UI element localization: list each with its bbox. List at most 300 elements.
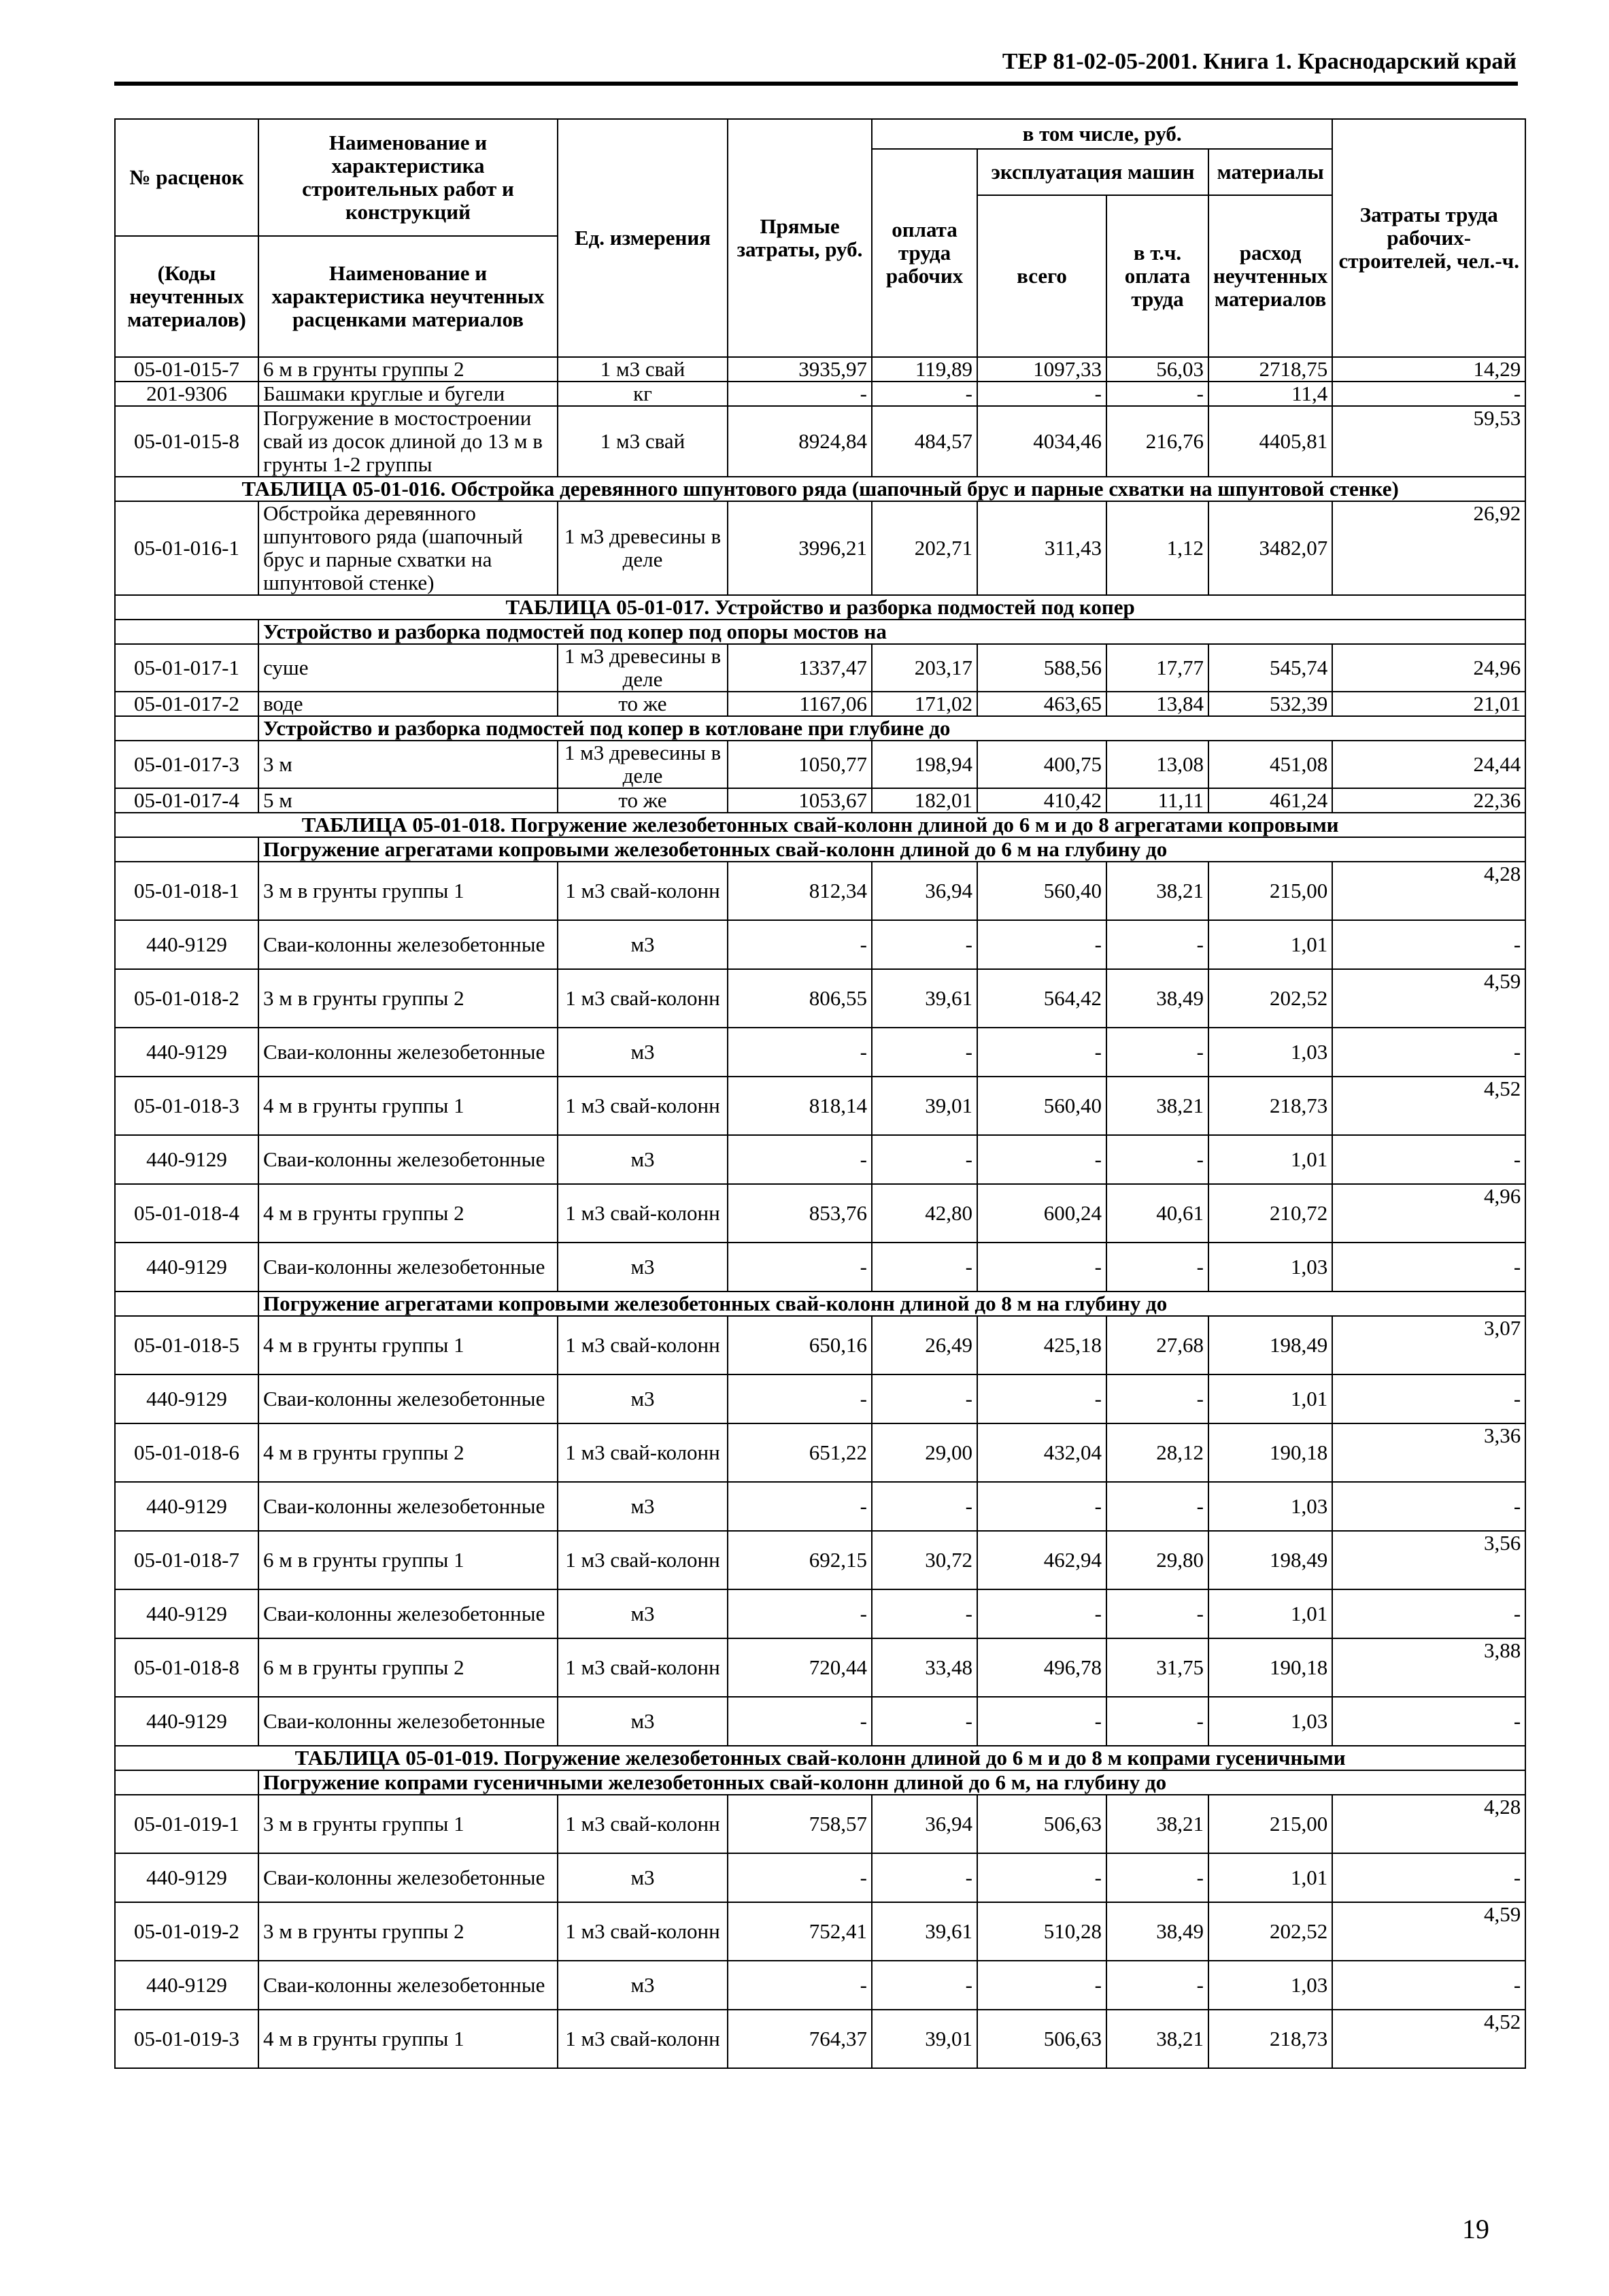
- table-row: [115, 1135, 1525, 1184]
- table-section-title: ТАБЛИЦА 05-01-018. Погружение железобетонных свай-колонн длиной до 6 м и до 8 агрегатами копровыми: [115, 813, 1525, 837]
- rate-code: 05-01-016-1: [115, 501, 258, 595]
- machines-total: -: [977, 1961, 1106, 2010]
- work-name: суше: [258, 644, 558, 692]
- table-row: [115, 788, 1525, 813]
- direct-cost: 650,16: [728, 1316, 872, 1374]
- rates-table: [114, 118, 1526, 2069]
- direct-cost: -: [728, 920, 872, 969]
- direct-cost: -: [728, 1374, 872, 1423]
- labor-pay: -: [872, 382, 977, 406]
- machines-labor-pay: 31,75: [1106, 1638, 1208, 1697]
- labor-pay: -: [872, 1697, 977, 1746]
- machines-labor-pay: -: [1106, 1243, 1208, 1292]
- empty-cell: [115, 1770, 258, 1795]
- labor-pay: -: [872, 1135, 977, 1184]
- machines-labor-pay: -: [1106, 1589, 1208, 1638]
- labor-hours: -: [1332, 1135, 1525, 1184]
- materials: 218,73: [1208, 2010, 1332, 2068]
- materials: 3482,07: [1208, 501, 1332, 595]
- work-name: Сваи-колонны железобетонные: [258, 1589, 558, 1638]
- rate-code: 440-9129: [115, 1243, 258, 1292]
- materials: 1,03: [1208, 1961, 1332, 2010]
- work-name: 3 м в грунты группы 2: [258, 969, 558, 1028]
- unit: м3: [558, 1482, 728, 1531]
- col-labor-pay-header: оплата труда рабочих: [872, 149, 977, 357]
- table-row: [115, 692, 1525, 716]
- machines-total: -: [977, 1374, 1106, 1423]
- unit: 1 м3 древесины в деле: [558, 501, 728, 595]
- direct-cost: -: [728, 1697, 872, 1746]
- labor-hours: 21,01: [1332, 692, 1525, 716]
- labor-pay: 29,00: [872, 1423, 977, 1482]
- table-row: [115, 1423, 1525, 1482]
- machines-labor-pay: 17,77: [1106, 644, 1208, 692]
- subheading-text: Погружение копрами гусеничными железобетонных свай-колонн длиной до 6 м, на глубину до: [258, 1770, 1525, 1795]
- col-machines-total-header: всего: [977, 195, 1106, 357]
- direct-cost: 3935,97: [728, 357, 872, 382]
- rate-code: 05-01-019-3: [115, 2010, 258, 2068]
- work-name: Обстройка деревянного шпунтового ряда (шапочный брус и парные схватки на шпунтовой стенке): [258, 501, 558, 595]
- unit: м3: [558, 1028, 728, 1077]
- col-unit-header: Ед. измерения: [558, 119, 728, 357]
- table-section-row: [115, 477, 1525, 501]
- table-row: [115, 862, 1525, 920]
- rate-code: 05-01-018-3: [115, 1077, 258, 1135]
- unit: 1 м3 древесины в деле: [558, 644, 728, 692]
- machines-total: 4034,46: [977, 406, 1106, 477]
- unit: то же: [558, 692, 728, 716]
- labor-pay: -: [872, 1853, 977, 1902]
- col-direct-header: Прямые затраты, руб.: [728, 119, 872, 357]
- labor-hours: 14,29: [1332, 357, 1525, 382]
- unit: м3: [558, 1697, 728, 1746]
- rate-code: 440-9129: [115, 1028, 258, 1077]
- direct-cost: 8924,84: [728, 406, 872, 477]
- work-name: Сваи-колонны железобетонные: [258, 1374, 558, 1423]
- work-name: 3 м в грунты группы 1: [258, 1795, 558, 1853]
- machines-total: 410,42: [977, 788, 1106, 813]
- labor-hours: 4,52: [1332, 2010, 1525, 2068]
- unit: 1 м3 свай: [558, 357, 728, 382]
- rate-code: 05-01-015-8: [115, 406, 258, 477]
- table-subheading-row: [115, 1770, 1525, 1795]
- materials: 198,49: [1208, 1531, 1332, 1589]
- direct-cost: 818,14: [728, 1077, 872, 1135]
- col-materials-header: материалы: [1208, 149, 1332, 195]
- materials: 2718,75: [1208, 357, 1332, 382]
- labor-hours: -: [1332, 1697, 1525, 1746]
- machines-labor-pay: 28,12: [1106, 1423, 1208, 1482]
- col-name-header: Наименование и характеристика строительных работ и конструкций: [258, 119, 558, 236]
- subheading-text: Устройство и разборка подмостей под копер в котловане при глубине до: [258, 716, 1525, 741]
- work-name: 6 м в грунты группы 2: [258, 357, 558, 382]
- labor-pay: -: [872, 1243, 977, 1292]
- work-name: 5 м: [258, 788, 558, 813]
- work-name: 3 м: [258, 741, 558, 788]
- work-name: 4 м в грунты группы 1: [258, 1316, 558, 1374]
- labor-hours: 59,53: [1332, 406, 1525, 477]
- rate-code: 440-9129: [115, 1961, 258, 2010]
- direct-cost: 651,22: [728, 1423, 872, 1482]
- rate-code: 05-01-018-7: [115, 1531, 258, 1589]
- table-subheading-row: [115, 1292, 1525, 1316]
- table-row: [115, 1243, 1525, 1292]
- direct-cost: 1053,67: [728, 788, 872, 813]
- table-subheading-row: [115, 620, 1525, 644]
- work-name: Сваи-колонны железобетонные: [258, 1853, 558, 1902]
- labor-pay: 171,02: [872, 692, 977, 716]
- direct-cost: -: [728, 1135, 872, 1184]
- unit: 1 м3 свай-колонн: [558, 1531, 728, 1589]
- rate-code: 05-01-017-3: [115, 741, 258, 788]
- labor-hours: 4,59: [1332, 969, 1525, 1028]
- machines-total: 510,28: [977, 1902, 1106, 1961]
- table-row: [115, 1531, 1525, 1589]
- work-name: 3 м в грунты группы 2: [258, 1902, 558, 1961]
- labor-hours: -: [1332, 1028, 1525, 1077]
- rate-code: 05-01-018-2: [115, 969, 258, 1028]
- table-section-row: [115, 1746, 1525, 1770]
- rate-code: 440-9129: [115, 1482, 258, 1531]
- work-name: 4 м в грунты группы 2: [258, 1184, 558, 1243]
- materials: 215,00: [1208, 862, 1332, 920]
- table-row: [115, 1184, 1525, 1243]
- machines-labor-pay: 38,21: [1106, 1077, 1208, 1135]
- rate-code: 440-9129: [115, 1135, 258, 1184]
- labor-hours: 4,28: [1332, 862, 1525, 920]
- table-row: [115, 1374, 1525, 1423]
- unit: м3: [558, 920, 728, 969]
- machines-total: 425,18: [977, 1316, 1106, 1374]
- machines-total: 560,40: [977, 862, 1106, 920]
- table-subheading-row: [115, 837, 1525, 862]
- direct-cost: 812,34: [728, 862, 872, 920]
- machines-labor-pay: 29,80: [1106, 1531, 1208, 1589]
- rate-code: 05-01-018-6: [115, 1423, 258, 1482]
- table-row: [115, 382, 1525, 406]
- direct-cost: 752,41: [728, 1902, 872, 1961]
- labor-pay: -: [872, 1589, 977, 1638]
- table-row: [115, 1077, 1525, 1135]
- machines-total: -: [977, 1243, 1106, 1292]
- machines-labor-pay: -: [1106, 1135, 1208, 1184]
- unit: 1 м3 древесины в деле: [558, 741, 728, 788]
- table-row: [115, 1697, 1525, 1746]
- table-row: [115, 1589, 1525, 1638]
- machines-total: 432,04: [977, 1423, 1106, 1482]
- rate-code: 201-9306: [115, 382, 258, 406]
- col-machines-pay-header: в т.ч. оплата труда: [1106, 195, 1208, 357]
- labor-pay: -: [872, 1961, 977, 2010]
- col-including-header: в том числе, руб.: [872, 119, 1332, 149]
- unit: м3: [558, 1243, 728, 1292]
- machines-total: 600,24: [977, 1184, 1106, 1243]
- table-section-title: ТАБЛИЦА 05-01-017. Устройство и разборка подмостей под копер: [115, 595, 1525, 620]
- machines-labor-pay: 38,49: [1106, 1902, 1208, 1961]
- unit: м3: [558, 1853, 728, 1902]
- machines-total: 564,42: [977, 969, 1106, 1028]
- empty-cell: [115, 1292, 258, 1316]
- col-machines-header: эксплуатация машин: [977, 149, 1208, 195]
- labor-hours: -: [1332, 382, 1525, 406]
- labor-pay: -: [872, 1028, 977, 1077]
- unit: 1 м3 свай-колонн: [558, 1184, 728, 1243]
- labor-pay: 39,01: [872, 2010, 977, 2068]
- work-name: 4 м в грунты группы 2: [258, 1423, 558, 1482]
- rate-code: 05-01-015-7: [115, 357, 258, 382]
- machines-total: 496,78: [977, 1638, 1106, 1697]
- labor-hours: -: [1332, 1374, 1525, 1423]
- unit: 1 м3 свай-колонн: [558, 1795, 728, 1853]
- machines-labor-pay: -: [1106, 1028, 1208, 1077]
- materials: 190,18: [1208, 1638, 1332, 1697]
- work-name: 4 м в грунты группы 1: [258, 2010, 558, 2068]
- machines-labor-pay: 38,21: [1106, 1795, 1208, 1853]
- direct-cost: 720,44: [728, 1638, 872, 1697]
- machines-total: 400,75: [977, 741, 1106, 788]
- materials: 198,49: [1208, 1316, 1332, 1374]
- work-name: Сваи-колонны железобетонные: [258, 1697, 558, 1746]
- machines-total: -: [977, 1482, 1106, 1531]
- materials: 4405,81: [1208, 406, 1332, 477]
- materials: 11,4: [1208, 382, 1332, 406]
- table-row: [115, 644, 1525, 692]
- materials: 1,03: [1208, 1028, 1332, 1077]
- labor-pay: -: [872, 1482, 977, 1531]
- machines-total: -: [977, 1135, 1106, 1184]
- direct-cost: -: [728, 1482, 872, 1531]
- labor-pay: -: [872, 1374, 977, 1423]
- labor-hours: -: [1332, 1853, 1525, 1902]
- materials: 202,52: [1208, 969, 1332, 1028]
- table-row: [115, 1795, 1525, 1853]
- table-row: [115, 2010, 1525, 2068]
- labor-hours: -: [1332, 920, 1525, 969]
- table-row: [115, 920, 1525, 969]
- direct-cost: 1167,06: [728, 692, 872, 716]
- machines-labor-pay: 38,21: [1106, 2010, 1208, 2068]
- table-row: [115, 1853, 1525, 1902]
- machines-labor-pay: 11,11: [1106, 788, 1208, 813]
- rate-code: 05-01-018-4: [115, 1184, 258, 1243]
- direct-cost: 692,15: [728, 1531, 872, 1589]
- machines-labor-pay: 1,12: [1106, 501, 1208, 595]
- table-row: [115, 1316, 1525, 1374]
- materials: 202,52: [1208, 1902, 1332, 1961]
- labor-hours: 22,36: [1332, 788, 1525, 813]
- machines-total: 506,63: [977, 2010, 1106, 2068]
- labor-pay: 182,01: [872, 788, 977, 813]
- unit: 1 м3 свай-колонн: [558, 1423, 728, 1482]
- labor-hours: 24,44: [1332, 741, 1525, 788]
- rate-code: 05-01-017-4: [115, 788, 258, 813]
- labor-pay: 33,48: [872, 1638, 977, 1697]
- labor-hours: 3,56: [1332, 1531, 1525, 1589]
- table-row: [115, 741, 1525, 788]
- direct-cost: 3996,21: [728, 501, 872, 595]
- machines-total: 506,63: [977, 1795, 1106, 1853]
- machines-total: -: [977, 920, 1106, 969]
- materials: 1,01: [1208, 1853, 1332, 1902]
- unit: кг: [558, 382, 728, 406]
- work-name: Погружение в мостостроении свай из досок длиной до 13 м в грунты 1-2 группы: [258, 406, 558, 477]
- labor-hours: -: [1332, 1482, 1525, 1531]
- machines-labor-pay: -: [1106, 920, 1208, 969]
- page-number: 19: [1462, 2214, 1489, 2244]
- materials: 1,01: [1208, 1135, 1332, 1184]
- materials: 210,72: [1208, 1184, 1332, 1243]
- table-row: [115, 1961, 1525, 2010]
- table-section-row: [115, 595, 1525, 620]
- labor-hours: 4,59: [1332, 1902, 1525, 1961]
- table-row: [115, 1482, 1525, 1531]
- col-code-header: № расценок: [115, 119, 258, 236]
- materials: 1,03: [1208, 1697, 1332, 1746]
- rate-code: 05-01-019-1: [115, 1795, 258, 1853]
- direct-cost: -: [728, 382, 872, 406]
- machines-total: -: [977, 1028, 1106, 1077]
- rate-code: 440-9129: [115, 1853, 258, 1902]
- machines-labor-pay: -: [1106, 1961, 1208, 2010]
- materials: 461,24: [1208, 788, 1332, 813]
- rate-code: 440-9129: [115, 1589, 258, 1638]
- unit: 1 м3 свай-колонн: [558, 862, 728, 920]
- labor-pay: 198,94: [872, 741, 977, 788]
- rate-code: 440-9129: [115, 1374, 258, 1423]
- unit: м3: [558, 1374, 728, 1423]
- machines-labor-pay: 40,61: [1106, 1184, 1208, 1243]
- direct-cost: -: [728, 1243, 872, 1292]
- materials: 218,73: [1208, 1077, 1332, 1135]
- machines-total: 463,65: [977, 692, 1106, 716]
- direct-cost: -: [728, 1853, 872, 1902]
- work-name: 6 м в грунты группы 1: [258, 1531, 558, 1589]
- col-materials-sub-header: расход неучтенных материалов: [1208, 195, 1332, 357]
- machines-labor-pay: 56,03: [1106, 357, 1208, 382]
- direct-cost: -: [728, 1028, 872, 1077]
- unit: 1 м3 свай-колонн: [558, 1902, 728, 1961]
- rate-code: 05-01-017-1: [115, 644, 258, 692]
- empty-cell: [115, 620, 258, 644]
- work-name: Сваи-колонны железобетонные: [258, 1243, 558, 1292]
- labor-hours: -: [1332, 1589, 1525, 1638]
- labor-hours: 4,96: [1332, 1184, 1525, 1243]
- machines-labor-pay: -: [1106, 382, 1208, 406]
- labor-pay: 484,57: [872, 406, 977, 477]
- materials: 215,00: [1208, 1795, 1332, 1853]
- materials: 451,08: [1208, 741, 1332, 788]
- page-header: ТЕР 81-02-05-2001. Книга 1. Краснодарский край: [1002, 49, 1517, 74]
- labor-hours: 3,36: [1332, 1423, 1525, 1482]
- unit: то же: [558, 788, 728, 813]
- direct-cost: 1337,47: [728, 644, 872, 692]
- direct-cost: -: [728, 1961, 872, 2010]
- machines-total: -: [977, 1853, 1106, 1902]
- machines-labor-pay: 13,84: [1106, 692, 1208, 716]
- labor-hours: 4,52: [1332, 1077, 1525, 1135]
- unit: 1 м3 свай-колонн: [558, 1077, 728, 1135]
- materials: 1,01: [1208, 920, 1332, 969]
- labor-pay: 39,01: [872, 1077, 977, 1135]
- labor-hours: 3,07: [1332, 1316, 1525, 1374]
- rate-code: 05-01-017-2: [115, 692, 258, 716]
- table-subheading-row: [115, 716, 1525, 741]
- table-row: [115, 969, 1525, 1028]
- rate-code: 05-01-018-8: [115, 1638, 258, 1697]
- machines-labor-pay: 27,68: [1106, 1316, 1208, 1374]
- machines-labor-pay: -: [1106, 1853, 1208, 1902]
- work-name: Сваи-колонны железобетонные: [258, 1135, 558, 1184]
- unit: 1 м3 свай: [558, 406, 728, 477]
- work-name: Башмаки круглые и бугели: [258, 382, 558, 406]
- rate-code: 05-01-019-2: [115, 1902, 258, 1961]
- machines-total: -: [977, 382, 1106, 406]
- work-name: Сваи-колонны железобетонные: [258, 1028, 558, 1077]
- table-section-row: [115, 813, 1525, 837]
- labor-pay: 26,49: [872, 1316, 977, 1374]
- labor-pay: 202,71: [872, 501, 977, 595]
- labor-pay: -: [872, 920, 977, 969]
- direct-cost: 806,55: [728, 969, 872, 1028]
- rate-code: 440-9129: [115, 920, 258, 969]
- machines-labor-pay: -: [1106, 1374, 1208, 1423]
- labor-pay: 39,61: [872, 969, 977, 1028]
- unit: 1 м3 свай-колонн: [558, 969, 728, 1028]
- machines-total: 311,43: [977, 501, 1106, 595]
- labor-pay: 203,17: [872, 644, 977, 692]
- table-row: [115, 1902, 1525, 1961]
- table-row: [115, 406, 1525, 477]
- labor-hours: -: [1332, 1243, 1525, 1292]
- subheading-text: Погружение агрегатами копровыми железобетонных свай-колонн длиной до 6 м на глубину до: [258, 837, 1525, 862]
- table-row: [115, 501, 1525, 595]
- work-name: 3 м в грунты группы 1: [258, 862, 558, 920]
- labor-hours: 3,88: [1332, 1638, 1525, 1697]
- subheading-text: Устройство и разборка подмостей под копер под опоры мостов на: [258, 620, 1525, 644]
- labor-pay: 30,72: [872, 1531, 977, 1589]
- table-row: [115, 1028, 1525, 1077]
- direct-cost: 853,76: [728, 1184, 872, 1243]
- table-row: [115, 1638, 1525, 1697]
- materials: 545,74: [1208, 644, 1332, 692]
- empty-cell: [115, 716, 258, 741]
- header-rule: [114, 82, 1518, 86]
- empty-cell: [115, 837, 258, 862]
- rate-code: 05-01-018-5: [115, 1316, 258, 1374]
- machines-labor-pay: 216,76: [1106, 406, 1208, 477]
- labor-hours: 26,92: [1332, 501, 1525, 595]
- col-labor-header: Затраты труда рабочих-строителей, чел.-ч.: [1332, 119, 1525, 357]
- work-name: 6 м в грунты группы 2: [258, 1638, 558, 1697]
- table-row: [115, 357, 1525, 382]
- direct-cost: 758,57: [728, 1795, 872, 1853]
- direct-cost: -: [728, 1589, 872, 1638]
- machines-labor-pay: -: [1106, 1697, 1208, 1746]
- rate-code: 440-9129: [115, 1697, 258, 1746]
- table-section-title: ТАБЛИЦА 05-01-016. Обстройка деревянного шпунтового ряда (шапочный брус и парные схватки на шпунтовой стенке): [115, 477, 1525, 501]
- materials: 190,18: [1208, 1423, 1332, 1482]
- unit: 1 м3 свай-колонн: [558, 1316, 728, 1374]
- work-name: Сваи-колонны железобетонные: [258, 1482, 558, 1531]
- unit: м3: [558, 1961, 728, 2010]
- work-name: Сваи-колонны железобетонные: [258, 1961, 558, 2010]
- machines-total: 588,56: [977, 644, 1106, 692]
- machines-labor-pay: 38,21: [1106, 862, 1208, 920]
- machines-total: 462,94: [977, 1531, 1106, 1589]
- materials: 532,39: [1208, 692, 1332, 716]
- labor-pay: 42,80: [872, 1184, 977, 1243]
- unit: м3: [558, 1135, 728, 1184]
